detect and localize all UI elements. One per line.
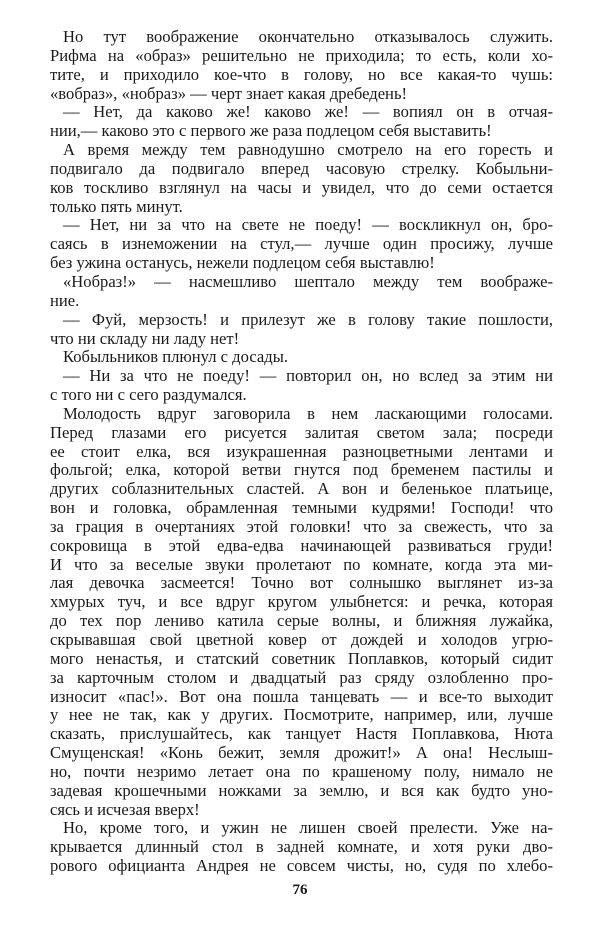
text-line: других соблазнительных сластей. А вон и беленькое платьице,	[50, 479, 553, 499]
text-line: крывается длинный стол в задней комнате, и хотя руки дво-	[50, 837, 553, 857]
text-line: «Нобраз!» — насмешливо шептало между тем воображе-	[63, 271, 553, 291]
text-line: мого ненастья, и статский советник Поплавков, который сидит	[50, 648, 553, 668]
text-line: но, почти незримо летает она по крашеному полу, нимало не	[50, 761, 553, 781]
paragraph	[50, 141, 553, 216]
paragraph	[50, 311, 553, 349]
paragraph	[50, 348, 553, 367]
text-line: фольгой; елка, которой ветви гнутся под бременем пастилы и	[50, 460, 553, 480]
text-line: с того ни с сего раздумался.	[50, 385, 247, 405]
text-line: — Нет, да каково же! каково же! — вопиял он в отчая-	[63, 102, 553, 122]
text-line: ков тоскливо взглянул на часы и увидел, что до семи остается	[50, 177, 553, 197]
text-line: вон и головка, обрамленная темными кудрями! Господи! что	[50, 498, 553, 518]
text-line: Кобыльников плюнул с досады.	[63, 347, 289, 367]
page-number: 76	[292, 882, 308, 898]
text-line: Но тут воображение окончательно отказывалось служить.	[63, 27, 553, 46]
text-line: Перед глазами его рисуется залитая светом зала; посреди	[50, 422, 553, 442]
paragraph	[50, 273, 553, 311]
text-line: хмурых туч, и все вдруг кругом улыбнется: и речка, которая	[50, 592, 553, 612]
text-line: — Нет, ни за что на свете не поеду! — воскликнул он, бро-	[63, 215, 553, 235]
text-line: износит «пас!». Вот она пошла танцевать — и все-то выходит	[50, 686, 553, 706]
text-line: без ужина останусь, нежели подлецом себя выставлю!	[50, 253, 435, 273]
text-line: — Ни за что не поеду! — повторил он, но вслед за этим ни	[63, 366, 553, 386]
text-line: — Фуй, мерзость! и прилезут же в голову такие пошлости,	[63, 309, 553, 329]
paragraph	[50, 28, 553, 103]
paragraph	[50, 405, 553, 820]
paragraph	[50, 367, 553, 405]
paragraph	[50, 103, 553, 141]
text-line: до тех пор лениво катила серые волны, и ближняя лужайка,	[50, 611, 553, 631]
text-line: И что за веселые звуки пролетают по комнате, когда эта ми-	[50, 554, 553, 574]
text-line: А время между тем равнодушно смотрело на его горесть и	[63, 140, 553, 160]
text-line: рового официанта Андрея не совсем чисты, но, судя по хлебо-	[50, 856, 553, 876]
text-line: подвигало да подвигало вперед часовую стрелку. Кобыльни-	[50, 158, 553, 178]
paragraph	[50, 216, 553, 273]
text-line: что ни складу ни ладу нет!	[50, 328, 240, 348]
text-line: сясь и исчезая вверх!	[50, 799, 200, 819]
text-line: сокровища в этой едва-едва начинающей развиваться груди!	[50, 535, 553, 555]
paragraph	[50, 819, 553, 876]
text-line: задевая крошечными ножками за землю, и вся как будто уно-	[50, 780, 553, 800]
text-line: ее стоит елка, вся изукрашенная разноцветными лентами и	[50, 441, 553, 461]
text-line: Рифма на «образ» решительно не приходила; то есть, коли хо-	[50, 45, 553, 65]
text-line: Но, кроме того, и ужин не лишен своей прелести. Уже на-	[63, 818, 553, 838]
text-line: скрывавшая свой цветной ковер от дождей и холодов угрю-	[50, 630, 553, 649]
text-line: нии,— каково это с первого же раза подлецом себя выставить!	[50, 121, 492, 141]
book-page-text	[50, 28, 553, 876]
text-line: только пять минут.	[50, 196, 183, 216]
text-line: Смущенская! «Конь бежит, земля дрожит!» А она! Неслыш-	[50, 743, 553, 763]
text-line: «вобраз», «нобраз» — черт знает какая дребедень!	[50, 83, 408, 103]
text-line: Молодость вдруг заговорила в нем ласкающими голосами.	[63, 403, 553, 423]
text-line: тите, и приходило кое-что в голову, но все какая-то чушь:	[50, 64, 553, 84]
text-line: сказать, прислушайтесь, как танцует Настя Поплавкова, Нюта	[50, 724, 553, 744]
text-line: за карточным столом и двадцатый раз сряду озлобленно про-	[50, 667, 553, 687]
text-line: у нее не так, как у других. Посмотрите, например, или, лучше	[50, 705, 553, 725]
text-line: ние.	[50, 290, 80, 310]
text-line: за грация в очертаниях этой головки! что за свежесть, что за	[50, 516, 553, 536]
text-line: лая девочка засмеется! Точно вот солнышко выглянет из-за	[50, 573, 553, 593]
text-line: саясь в изнеможении на стул,— лучше один просижу, лучше	[50, 234, 553, 254]
